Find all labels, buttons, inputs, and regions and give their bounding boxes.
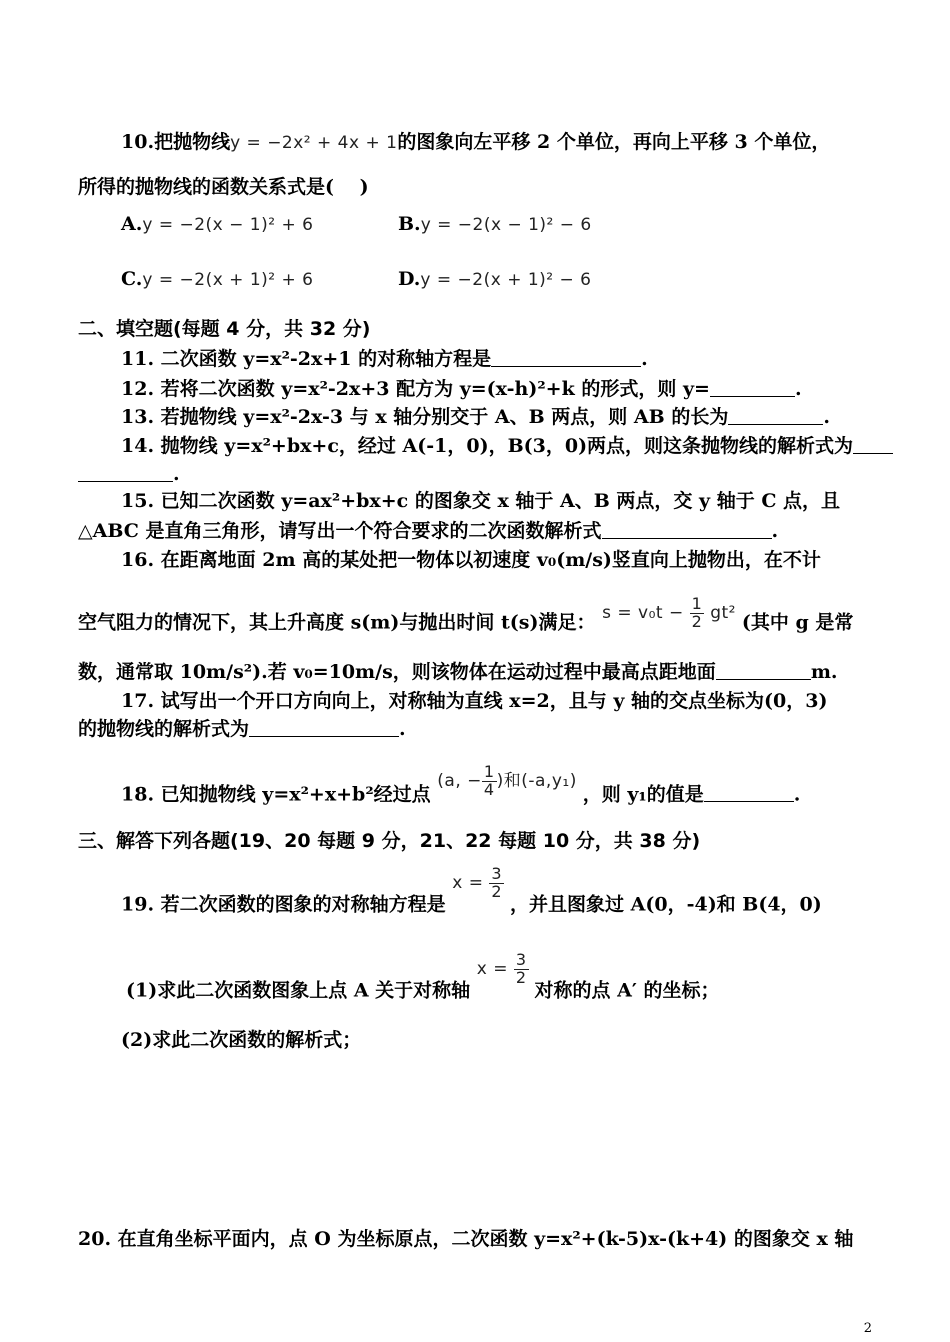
q15-answer-blank[interactable]	[602, 522, 772, 539]
q14: 14. 抛物线 y=x²+bx+c，经过 A(-1，0)，B(3，0)两点，则这条抛物线的解析式为	[121, 437, 872, 456]
section2-title: 二、填空题(每题 4 分，共 32 分)	[78, 318, 371, 340]
q19-part1-formula: x = $\frac{3}{2}$	[476, 950, 527, 987]
q14-answer-blank-b[interactable]	[78, 465, 173, 482]
q14-answer-blank-a[interactable]	[853, 437, 893, 454]
q18-formula: (a, − $\frac{1}{4}$ )和(-a,y₁)	[437, 762, 577, 799]
q10-option-b: B.y = −2(x − 1)² − 6	[398, 213, 592, 235]
q18-answer-blank[interactable]	[704, 785, 794, 802]
q10-option-d: D.y = −2(x + 1)² − 6	[398, 268, 592, 290]
q15-line1: 15. 已知二次函数 y=ax²+bx+c 的图象交 x 轴于 A、B 两点，交 y 轴于 C 点，且	[121, 490, 841, 512]
q16-line1: 16. 在距离地面 2m 高的某处把一物体以初速度 v₀(m/s)竖直向上抛物出，在不计	[121, 549, 821, 571]
q13: 13. 若抛物线 y=x²-2x-3 与 x 轴分别交于 A、B 两点，则 AB 的长为 .	[121, 406, 830, 428]
q10-line1: 10.把抛物线y = −2x² + 4x + 1的图象向左平移 2 个单位，再向上平移 3 个单位，	[121, 131, 831, 153]
q18: 18. 已知抛物线 y=x²+x+b²经过点 (a, − $\frac{1}{4}$ )和(-a,y₁) ，则 y₁的值是 .	[121, 762, 801, 806]
q17-line1: 17. 试写出一个开口方向向上，对称轴为直线 x=2，且与 y 轴的交点坐标为(0，3)	[121, 690, 828, 712]
q16-fraction: $\frac{1}{2}$	[691, 594, 703, 631]
q10-line2: 所得的抛物线的函数关系式是( )	[78, 176, 369, 198]
q12: 12. 若将二次函数 y=x²-2x+3 配方为 y=(x-h)²+k 的形式，则 y= .	[121, 378, 802, 400]
q17-answer-blank[interactable]	[249, 720, 399, 737]
q14-line2: .	[78, 465, 872, 484]
q16-line2: 空气阻力的情况下，其上升高度 s(m)与抛出时间 t(s)满足： s = v₀t − $\frac{1}{2}$ gt² (其中 g 是常	[78, 594, 854, 634]
q13-answer-blank[interactable]	[728, 408, 823, 425]
q18-fraction: $\frac{1}{4}$	[483, 762, 495, 799]
q16-line3: 数，通常取 10m/s²).若 v₀=10m/s，则该物体在运动过程中最高点距地面 m.	[78, 661, 838, 683]
q11-answer-blank[interactable]	[491, 350, 641, 367]
page-number: 2	[863, 1321, 872, 1336]
q10-option-a: A.y = −2(x − 1)² + 6	[121, 213, 314, 235]
q19-stem: 19. 若二次函数的图象的对称轴方程是 x = $\frac{3}{2}$ ，并且图象过 A(0，-4)和 B(4，0)	[121, 864, 822, 916]
q10-option-c: C.y = −2(x + 1)² + 6	[121, 268, 314, 290]
q19-part2: (2)求此二次函数的解析式；	[121, 1029, 362, 1051]
q17-line2: 的抛物线的解析式为 .	[78, 718, 406, 740]
q16-answer-blank[interactable]	[716, 663, 811, 680]
section3-title: 三、解答下列各题(19、20 每题 9 分，21、22 每题 10 分，共 38 分)	[78, 830, 701, 852]
q19-part1: (1)求此二次函数图象上点 A 关于对称轴 x = $\frac{3}{2}$ 对称的点 A′ 的坐标；	[126, 950, 720, 1002]
q11: 11. 二次函数 y=x²-2x+1 的对称轴方程是 .	[121, 348, 648, 370]
q12-answer-blank[interactable]	[710, 380, 795, 397]
q20: 20. 在直角坐标平面内，点 O 为坐标原点，二次函数 y=x²+(k-5)x-(k+4) 的图象交 x 轴	[78, 1228, 854, 1250]
q10-formula: y = −2x² + 4x + 1	[230, 133, 398, 153]
q15-line2: △ABC 是直角三角形，请写出一个符合要求的二次函数解析式 .	[78, 520, 779, 542]
q16-formula: s = v₀t − $\frac{1}{2}$ gt²	[602, 594, 736, 631]
q19-axis-formula: x = $\frac{3}{2}$	[452, 864, 503, 901]
